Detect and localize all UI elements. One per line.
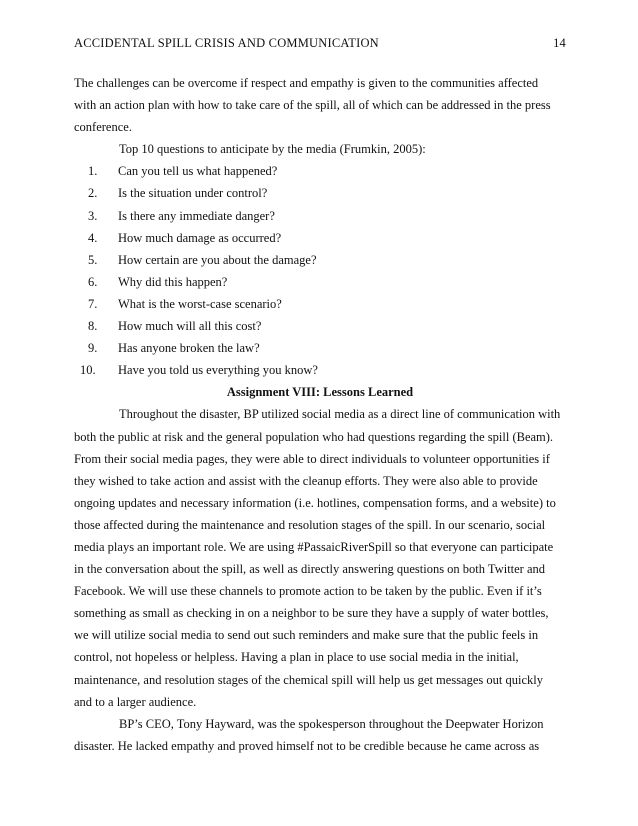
item-number: 4. <box>88 230 98 245</box>
item-number: 3. <box>88 208 98 223</box>
list-item <box>74 249 566 271</box>
item-number: 8. <box>88 319 98 334</box>
item-text: Why did this happen? <box>118 274 228 289</box>
list-intro: Top 10 questions to anticipate by the media (Frumkin, 2005): <box>119 142 426 157</box>
list-item <box>74 337 566 359</box>
paragraph-line: From their social media pages, they were able to direct individuals to volunteer opportunities if <box>74 451 550 466</box>
paragraph-line: and to a larger audience. <box>74 694 197 709</box>
item-number: 2. <box>88 186 98 201</box>
paragraph-line: maintenance, and resolution stages of the chemical spill will help us get messages out quickly <box>74 672 543 687</box>
paragraph-line: something as small as checking in on a neighbor to be sure they have a supply of water bottles, <box>74 606 549 621</box>
list-item <box>74 205 566 227</box>
item-number: 10. <box>80 363 96 378</box>
list-item <box>74 227 566 249</box>
paragraph-line: in the conversation about the spill, as well as directly answering questions on both Twitter and <box>74 562 546 577</box>
paragraph-line: both the public at risk and the general population who had questions regarding the spill (Beam). <box>74 429 554 444</box>
list-item <box>74 315 566 337</box>
page-number: 14 <box>553 36 566 50</box>
item-number: 7. <box>88 296 98 311</box>
paragraph-social-media <box>74 403 566 712</box>
item-number: 5. <box>88 252 98 267</box>
item-text: How certain are you about the damage? <box>118 252 317 267</box>
paragraph-line: those affected during the maintenance and resolution stages of the spill. In our scenario, social <box>74 517 546 532</box>
item-text: Is there any immediate danger? <box>118 208 275 223</box>
item-text: Is the situation under control? <box>118 186 268 201</box>
paragraph-line: Facebook. We will use these channels to promote action to be taken by the public. Even if it’s <box>74 584 542 599</box>
list-item <box>74 293 566 315</box>
item-text: How much damage as occurred? <box>118 230 282 245</box>
list-item <box>74 160 566 182</box>
intro-line: with an action plan with how to take care of the spill, all of which can be addressed in the press <box>74 98 551 113</box>
paragraph-spokesperson <box>74 713 566 757</box>
item-text: Have you told us everything you know? <box>118 363 318 378</box>
question-list <box>74 160 566 381</box>
paragraph-line: we will utilize social media to send out such reminders and make sure that the public feels in <box>74 628 539 643</box>
paragraph-line: they wished to take action and assist with the cleanup efforts. They were also able to provide <box>74 473 538 488</box>
intro-line: conference. <box>74 120 132 135</box>
item-text: How much will all this cost? <box>118 319 262 334</box>
page-header <box>74 36 566 51</box>
item-text: Has anyone broken the law? <box>118 341 260 356</box>
list-item <box>74 182 566 204</box>
paragraph-line: Throughout the disaster, BP utilized social media as a direct line of communication with <box>119 407 561 422</box>
paragraph-line: control, not hopeless or helpless. Having a plan in place to use social media in the initial, <box>74 650 519 665</box>
page-body <box>74 72 566 757</box>
item-number: 6. <box>88 274 98 289</box>
item-text: What is the worst-case scenario? <box>118 296 282 311</box>
section-heading: Assignment VIII: Lessons Learned <box>226 385 414 400</box>
paragraph-line: BP’s CEO, Tony Hayward, was the spokesperson throughout the Deepwater Horizon <box>119 716 544 731</box>
list-item <box>74 271 566 293</box>
paragraph-line: ongoing updates and necessary information (i.e. hotlines, compensation forms, and a website) to <box>74 495 556 510</box>
item-number: 9. <box>88 341 98 356</box>
item-text: Can you tell us what happened? <box>118 164 278 179</box>
paragraph-line: media plays an important role. We are using #PassaicRiverSpill so that everyone can participate <box>74 539 554 554</box>
item-number: 1. <box>88 164 98 179</box>
list-item <box>74 359 566 381</box>
paragraph-line: disaster. He lacked empathy and proved himself not to be credible because he came across as <box>74 738 540 753</box>
intro-line: The challenges can be overcome if respect and empathy is given to the communities affected <box>74 76 539 90</box>
running-title: ACCIDENTAL SPILL CRISIS AND COMMUNICATION <box>74 36 379 50</box>
